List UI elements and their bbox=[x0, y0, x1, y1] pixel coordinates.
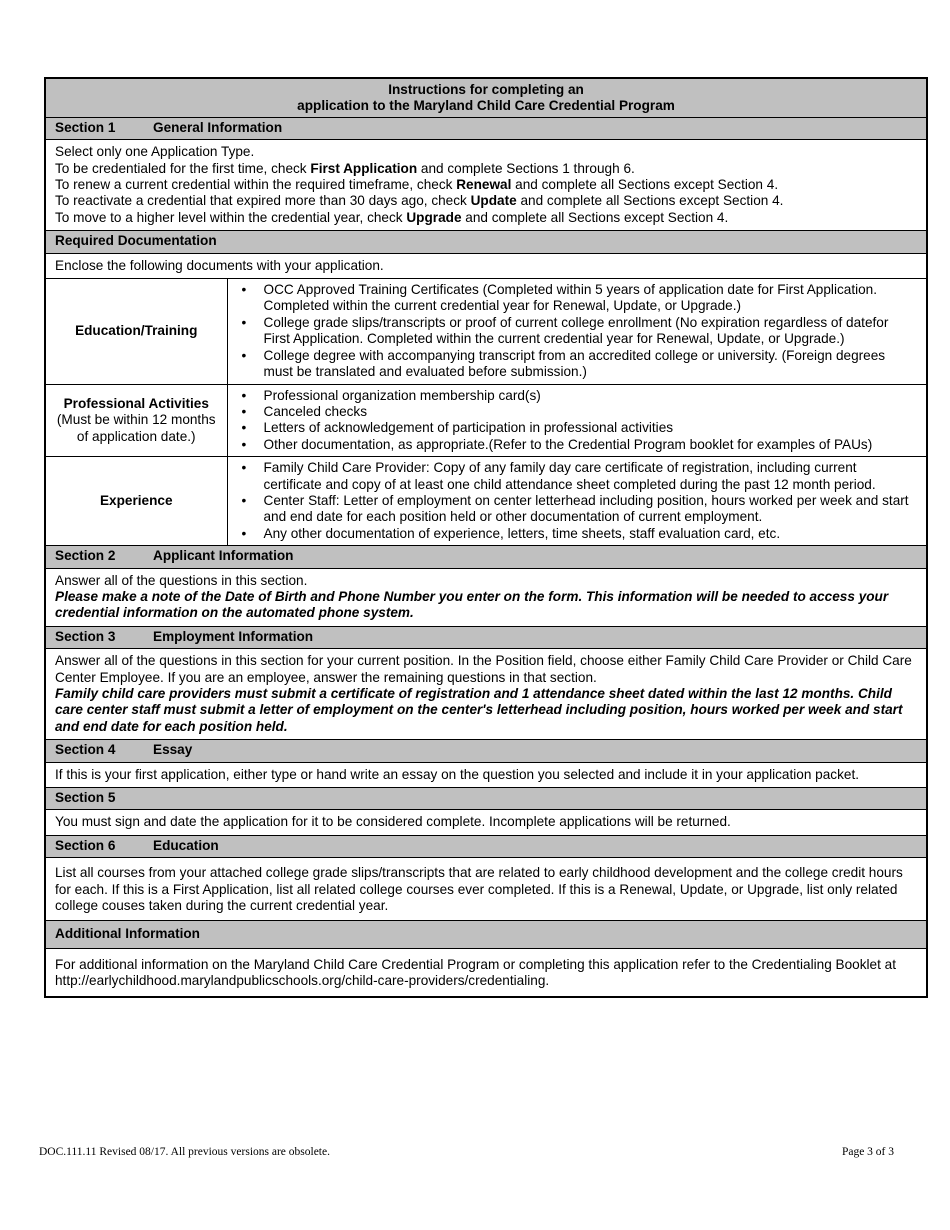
required-docs-intro: Enclose the following documents with your application. bbox=[45, 253, 927, 278]
section-1-number: Section 1 bbox=[55, 119, 116, 135]
section-4-header bbox=[45, 740, 927, 762]
list-item: • Canceled checks bbox=[236, 404, 919, 420]
section-5-body-row bbox=[45, 810, 927, 835]
section-1-body bbox=[45, 140, 927, 231]
section-1-header bbox=[45, 117, 927, 139]
section-2-header-row bbox=[45, 546, 927, 568]
required-docs-intro-row bbox=[45, 253, 927, 278]
section-5-number: Section 5 bbox=[55, 790, 116, 806]
section-3-line-1: Answer all of the questions in this section for your current position. In the Position field, choose either Family Child Care Provider or Child Care Center Employee. If you are an employee, answer the remaining questions in that section. bbox=[55, 653, 912, 685]
additional-info-body: For additional information on the Maryland Child Care Credential Program or completing this application refer to the Credentialing Booklet at http://earlychildhood.marylandpublicschools.org/child-care-providers/credentialing. bbox=[45, 948, 927, 996]
list-item: • Professional organization membership card(s) bbox=[236, 388, 919, 404]
section-3-header bbox=[45, 626, 927, 648]
section-3-body bbox=[45, 649, 927, 740]
instructions-document bbox=[44, 77, 926, 998]
document-title bbox=[45, 78, 927, 117]
list-item: • Center Staff: Letter of employment on center letterhead including position, hours worked per week and start and end date for each position held or other documentation of current employment. bbox=[236, 493, 919, 526]
required-docs-header: Required Documentation bbox=[45, 231, 927, 253]
section-4-name: Essay bbox=[153, 742, 193, 758]
section-6-name: Education bbox=[153, 837, 219, 853]
renewal-term: Renewal bbox=[456, 177, 512, 193]
section-1-line-3: To renew a current credential within the required timeframe, check Renewal and complete all Sections except Section 4. bbox=[55, 177, 779, 193]
section-2-number: Section 2 bbox=[55, 548, 116, 564]
professional-activities-label bbox=[45, 384, 227, 457]
update-term: Update bbox=[470, 193, 517, 209]
additional-info-header: Additional Information bbox=[45, 921, 927, 948]
experience-row bbox=[45, 457, 927, 546]
section-2-emphasis: Please make a note of the Date of Birth and Phone Number you enter on the form. This information will be needed to access your credential information on the automated phone system. bbox=[55, 588, 889, 621]
education-training-list bbox=[227, 279, 927, 384]
section-6-header bbox=[45, 835, 927, 857]
additional-info-header-row bbox=[45, 921, 927, 948]
section-6-header-row bbox=[45, 835, 927, 857]
section-1-body-row bbox=[45, 140, 927, 231]
title-line-1: Instructions for completing an bbox=[388, 82, 584, 97]
education-training-label: Education/Training bbox=[45, 279, 227, 384]
section-5-header-row bbox=[45, 788, 927, 810]
list-item: • Any other documentation of experience, letters, time sheets, staff evaluation card, etc. bbox=[236, 526, 919, 542]
section-2-body-row bbox=[45, 568, 927, 626]
section-4-body-row bbox=[45, 762, 927, 787]
section-1-line-4: To reactivate a credential that expired more than 30 days ago, check Update and complete all Sections except Section 4. bbox=[55, 193, 784, 209]
education-training-row bbox=[45, 279, 927, 384]
section-1-line-5: To move to a higher level within the credential year, check Upgrade and complete all Sections except Section 4. bbox=[55, 209, 729, 225]
section-4-header-row bbox=[45, 740, 927, 762]
section-3-body-row bbox=[45, 649, 927, 740]
revision-note: DOC.111.11 Revised 08/17. All previous versions are obsolete. bbox=[39, 1146, 330, 1158]
section-1-line-2: To be credentialed for the first time, check First Application and complete Sections 1 through 6. bbox=[55, 160, 635, 176]
professional-activities-title: Professional Activities bbox=[63, 395, 209, 411]
list-item: • Family Child Care Provider: Copy of any family day care certificate of registration, including current certificate and copy of at least one child attendance sheet completed during the past 12 month period. bbox=[236, 460, 919, 493]
page-number: Page 3 of 3 bbox=[841, 1146, 894, 1158]
required-docs-header-row bbox=[45, 231, 927, 253]
professional-activities-note: (Must be within 12 months of application date.) bbox=[56, 412, 216, 444]
section-3-number: Section 3 bbox=[55, 628, 116, 644]
experience-list bbox=[227, 457, 927, 546]
professional-activities-row bbox=[45, 384, 927, 457]
section-6-body: List all courses from your attached college grade slips/transcripts that are related to early childhood development and the college credit hours for each. If this is a First Application, list all related college courses ever completed. If this is a Renewal, Update, or Upgrade, list only related college couses taken during the current credential year. bbox=[45, 858, 927, 921]
list-item: • Other documentation, as appropriate.(Refer to the Credential Program booklet for examples of PAUs) bbox=[236, 437, 919, 453]
section-5-body: You must sign and date the application for it to be considered complete. Incomplete applications will be returned. bbox=[45, 810, 927, 835]
section-1-header-row bbox=[45, 117, 927, 139]
professional-activities-list bbox=[227, 384, 927, 457]
section-1-line-1: Select only one Application Type. bbox=[55, 144, 255, 160]
section-4-number: Section 4 bbox=[55, 742, 116, 758]
instructions-table bbox=[44, 77, 928, 998]
first-application-term: First Application bbox=[310, 160, 418, 176]
section-6-body-row bbox=[45, 858, 927, 921]
list-item: • OCC Approved Training Certificates (Completed within 5 years of application date for First Application. Completed within the current credential year for Renewal, Update, or Upgrade.) bbox=[236, 282, 919, 315]
section-4-body: If this is your first application, either type or hand write an essay on the question you selected and include it in your application packet. bbox=[45, 762, 927, 787]
list-item: • College grade slips/transcripts or proof of current college enrollment (No expiration regardless of datefor First Application. Completed within the current credential year for Renewal, Update, or Upgrade.) bbox=[236, 315, 919, 348]
upgrade-term: Upgrade bbox=[406, 209, 462, 225]
section-2-header bbox=[45, 546, 927, 568]
list-item: • Letters of acknowledgement of participation in professional activities bbox=[236, 420, 919, 436]
section-6-number: Section 6 bbox=[55, 837, 116, 853]
section-1-name: General Information bbox=[153, 119, 283, 135]
title-line-2: application to the Maryland Child Care Credential Program bbox=[297, 98, 675, 114]
section-2-name: Applicant Information bbox=[153, 548, 294, 564]
experience-label: Experience bbox=[45, 457, 227, 546]
section-2-body bbox=[45, 568, 927, 626]
section-2-line-1: Answer all of the questions in this section. bbox=[55, 572, 308, 588]
section-3-header-row bbox=[45, 626, 927, 648]
section-3-emphasis: Family child care providers must submit a certificate of registration and 1 attendance sheet dated within the last 12 months. Child care center staff must submit a letter of employment on the center's letterhead including position, hours worked per week and start and end date for each position held. bbox=[55, 686, 903, 734]
additional-info-body-row bbox=[45, 948, 927, 996]
title-row bbox=[45, 78, 927, 117]
section-3-name: Employment Information bbox=[153, 628, 314, 644]
list-item: • College degree with accompanying transcript from an accredited college or university. (Foreign degrees must be translated and evaluated before submission.) bbox=[236, 348, 919, 381]
section-5-header bbox=[45, 788, 927, 810]
